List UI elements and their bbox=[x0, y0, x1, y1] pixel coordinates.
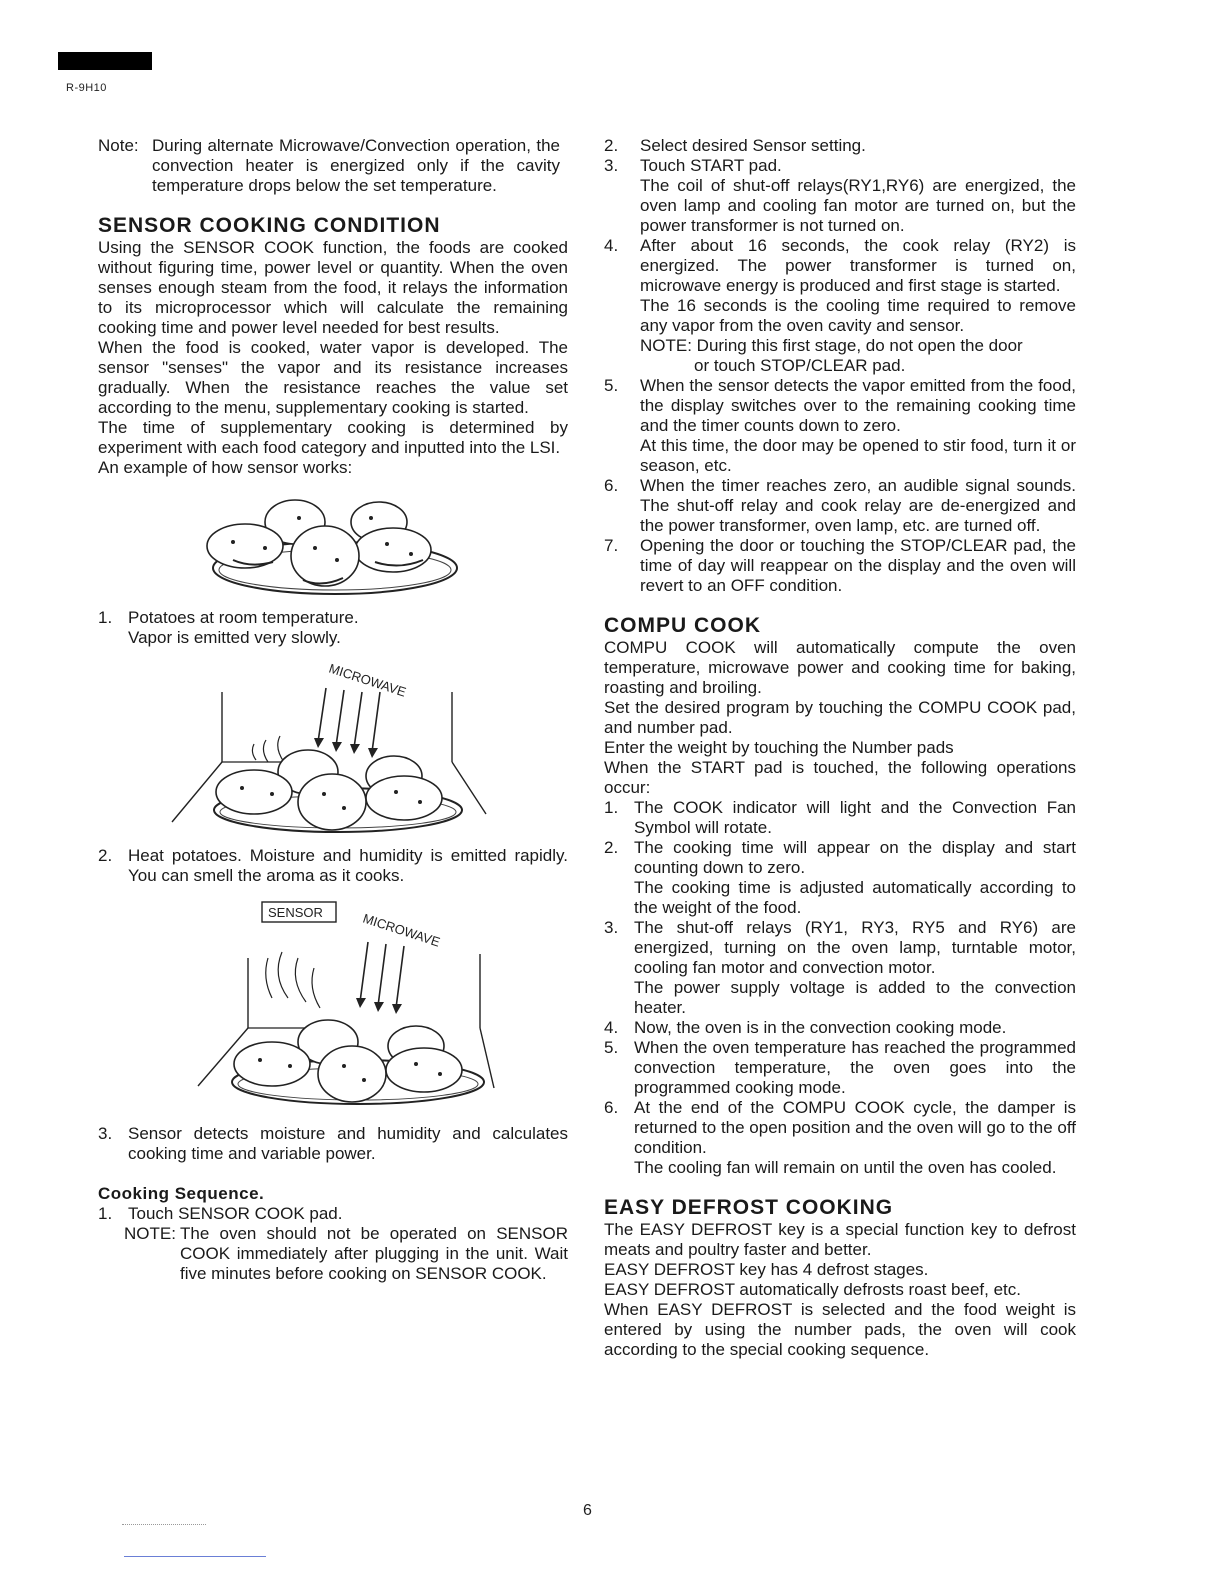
sequence-step-4-text: After about 16 seconds, the cook relay (RY2) is energized. The power transformer is turned on, microwave energy is produced and first stage is started. bbox=[640, 236, 1076, 295]
easy-paragraph-2: EASY DEFROST key has 4 defrost stages. bbox=[604, 1260, 929, 1279]
step-1-line-b: Vapor is emitted very slowly. bbox=[128, 628, 341, 647]
compu-step-3-text: The shut-off relays (RY1, RY3, RY5 and RY6) are energized, turning on the oven lamp, turntable motor, cooling fan motor and convection motor. bbox=[634, 918, 1076, 977]
sequence-step-4-note: NOTE: During this first stage, do not open the door bbox=[640, 336, 1023, 355]
step-2 bbox=[98, 846, 568, 886]
sequence-step-3-detail: The coil of shut-off relays(RY1,RY6) are energized, the oven lamp and cooling fan motor are turned on, but the power transformer is not turned on. bbox=[640, 176, 1076, 235]
compu-step-6 bbox=[604, 1098, 1076, 1158]
compu-step-5-text: When the oven temperature has reached the programmed convection temperature, the oven goes into the programmed cooking mode. bbox=[634, 1038, 1076, 1097]
step-1 bbox=[98, 608, 568, 648]
compu-step-5-number: 5. bbox=[604, 1038, 619, 1057]
compu-step-1-number: 1. bbox=[604, 798, 619, 817]
compu-step-5 bbox=[604, 1038, 1076, 1098]
footer-dotted-mark bbox=[122, 1524, 206, 1526]
compu-step-4-number: 4. bbox=[604, 1018, 619, 1037]
sequence-step-3-text: Touch START pad. bbox=[640, 156, 782, 175]
sensor-paragraph-1: Using the SENSOR COOK function, the foods are cooked without figuring time, power level or quantity. When the oven senses enough steam from the food, it relays the information to its microprocessor which will calculate the remaining cooking time and power level needed for best results. bbox=[98, 238, 568, 337]
sensor-detects-illustration bbox=[168, 898, 498, 1116]
sensor-label: SENSOR bbox=[268, 905, 323, 920]
sensor-paragraph-4: An example of how sensor works: bbox=[98, 458, 353, 477]
sequence-step-2-number: 2. bbox=[604, 136, 619, 155]
model-number: R-9H10 bbox=[66, 82, 107, 94]
step-1-line-a: Potatoes at room temperature. bbox=[128, 608, 359, 627]
sequence-step-1-note bbox=[98, 1224, 568, 1284]
header-black-bar bbox=[58, 52, 152, 70]
sequence-step-1-note-label: NOTE: bbox=[124, 1224, 176, 1243]
sequence-step-1-note-text: The oven should not be operated on SENSOR COOK immediately after plugging in the unit. Wait five minutes before cooking on SENSOR COOK. bbox=[180, 1224, 568, 1283]
sequence-step-1 bbox=[98, 1204, 568, 1224]
sequence-step-3 bbox=[604, 156, 1076, 176]
easy-paragraph-3: EASY DEFROST automatically defrosts roast beef, etc. bbox=[604, 1280, 1021, 1299]
sensor-cooking-heading: SENSOR COOKING CONDITION bbox=[98, 214, 441, 237]
sequence-step-5 bbox=[604, 376, 1076, 436]
sensor-paragraph-3: The time of supplementary cooking is determined by experiment with each food category and inputted into the LSI. bbox=[98, 418, 568, 457]
step-3-number: 3. bbox=[98, 1124, 113, 1143]
page-number: 6 bbox=[583, 1502, 592, 1519]
footer-line bbox=[124, 1556, 266, 1557]
sequence-step-7-number: 7. bbox=[604, 536, 619, 555]
step-1-text bbox=[128, 608, 568, 648]
easy-paragraph-4: When EASY DEFROST is selected and the food weight is entered by using the number pads, the oven will cook according to the special cooking sequence. bbox=[604, 1300, 1076, 1359]
compu-step-6-text: At the end of the COMPU COOK cycle, the damper is returned to the open position and the oven will go to the off condition. bbox=[634, 1098, 1076, 1157]
right-column bbox=[604, 136, 1076, 1360]
compu-step-3 bbox=[604, 918, 1076, 978]
sequence-step-5-detail: At this time, the door may be opened to stir food, turn it or season, etc. bbox=[640, 436, 1076, 475]
left-column bbox=[98, 136, 568, 1284]
microwave-label-1: MICROWAVE bbox=[327, 660, 408, 700]
sequence-step-4-note-cont: or touch STOP/CLEAR pad. bbox=[694, 356, 906, 375]
compu-paragraph-1: COMPU COOK will automatically compute the oven temperature, microwave power and cooking time for baking, roasting and broiling. bbox=[604, 638, 1076, 697]
step-3-text: Sensor detects moisture and humidity and calculates cooking time and variable power. bbox=[128, 1124, 568, 1163]
step-1-number: 1. bbox=[98, 608, 113, 627]
sequence-step-2 bbox=[604, 136, 1076, 156]
sequence-step-6-text: When the timer reaches zero, an audible signal sounds. The shut-off relay and cook relay are de-energized and the power transformer, oven lamp, etc. are turned off. bbox=[640, 476, 1076, 535]
compu-step-3-number: 3. bbox=[604, 918, 619, 937]
compu-step-1-text: The COOK indicator will light and the Convection Fan Symbol will rotate. bbox=[634, 798, 1076, 837]
sequence-step-4 bbox=[604, 236, 1076, 296]
step-2-text: Heat potatoes. Moisture and humidity is emitted rapidly. You can smell the aroma as it cooks. bbox=[128, 846, 568, 885]
sequence-step-1-text: Touch SENSOR COOK pad. bbox=[128, 1204, 343, 1223]
sequence-step-2-text: Select desired Sensor setting. bbox=[640, 136, 866, 155]
potatoes-plate-illustration bbox=[203, 498, 463, 602]
step-2-number: 2. bbox=[98, 846, 113, 865]
sequence-step-5-text: When the sensor detects the vapor emitted from the food, the display switches over to the remaining cooking time and the timer counts down to zero. bbox=[640, 376, 1076, 435]
compu-step-4 bbox=[604, 1018, 1076, 1038]
sequence-step-6-number: 6. bbox=[604, 476, 619, 495]
sequence-step-4-detail: The 16 seconds is the cooling time required to remove any vapor from the oven cavity and sensor. bbox=[640, 296, 1076, 335]
heating-potatoes-illustration bbox=[168, 652, 498, 844]
step-3 bbox=[98, 1124, 568, 1164]
note-block bbox=[98, 136, 568, 196]
compu-step-2-number: 2. bbox=[604, 838, 619, 857]
compu-step-2 bbox=[604, 838, 1076, 878]
compu-step-2-text: The cooking time will appear on the display and start counting down to zero. bbox=[634, 838, 1076, 877]
compu-step-6-detail: The cooling fan will remain on until the oven has cooled. bbox=[634, 1158, 1057, 1177]
compu-step-2-detail: The cooking time is adjusted automatically according to the weight of the food. bbox=[634, 878, 1076, 917]
easy-defrost-heading: EASY DEFROST COOKING bbox=[604, 1196, 894, 1219]
sensor-paragraph-2: When the food is cooked, water vapor is developed. The sensor "senses" the vapor and its resistance increases gradually. When the resistance reaches the value set according to the menu, supplementary cooking is started. bbox=[98, 338, 568, 417]
sequence-step-4-number: 4. bbox=[604, 236, 619, 255]
sequence-step-6 bbox=[604, 476, 1076, 536]
compu-step-4-text: Now, the oven is in the convection cooking mode. bbox=[634, 1018, 1007, 1037]
easy-paragraph-1: The EASY DEFROST key is a special function key to defrost meats and poultry faster and better. bbox=[604, 1220, 1076, 1259]
note-text: During alternate Microwave/Convection operation, the convection heater is energized only if the cavity temperature drops below the set temperature. bbox=[152, 136, 560, 195]
cooking-sequence-heading: Cooking Sequence. bbox=[98, 1184, 265, 1203]
compu-step-1 bbox=[604, 798, 1076, 838]
sequence-step-3-number: 3. bbox=[604, 156, 619, 175]
compu-paragraph-2: Set the desired program by touching the COMPU COOK pad, and number pad. bbox=[604, 698, 1076, 737]
sequence-step-7-text: Opening the door or touching the STOP/CLEAR pad, the time of day will reappear on the display and the oven will revert to an OFF condition. bbox=[640, 536, 1076, 595]
sequence-step-5-number: 5. bbox=[604, 376, 619, 395]
compu-step-3-detail: The power supply voltage is added to the convection heater. bbox=[634, 978, 1076, 1017]
compu-paragraph-4: When the START pad is touched, the following operations occur: bbox=[604, 758, 1076, 797]
compu-cook-heading: COMPU COOK bbox=[604, 614, 761, 637]
sequence-step-1-number: 1. bbox=[98, 1204, 113, 1223]
microwave-label-2: MICROWAVE bbox=[361, 910, 442, 950]
compu-paragraph-3: Enter the weight by touching the Number pads bbox=[604, 738, 954, 757]
sequence-step-7 bbox=[604, 536, 1076, 596]
compu-step-6-number: 6. bbox=[604, 1098, 619, 1117]
note-label: Note: bbox=[98, 136, 139, 155]
